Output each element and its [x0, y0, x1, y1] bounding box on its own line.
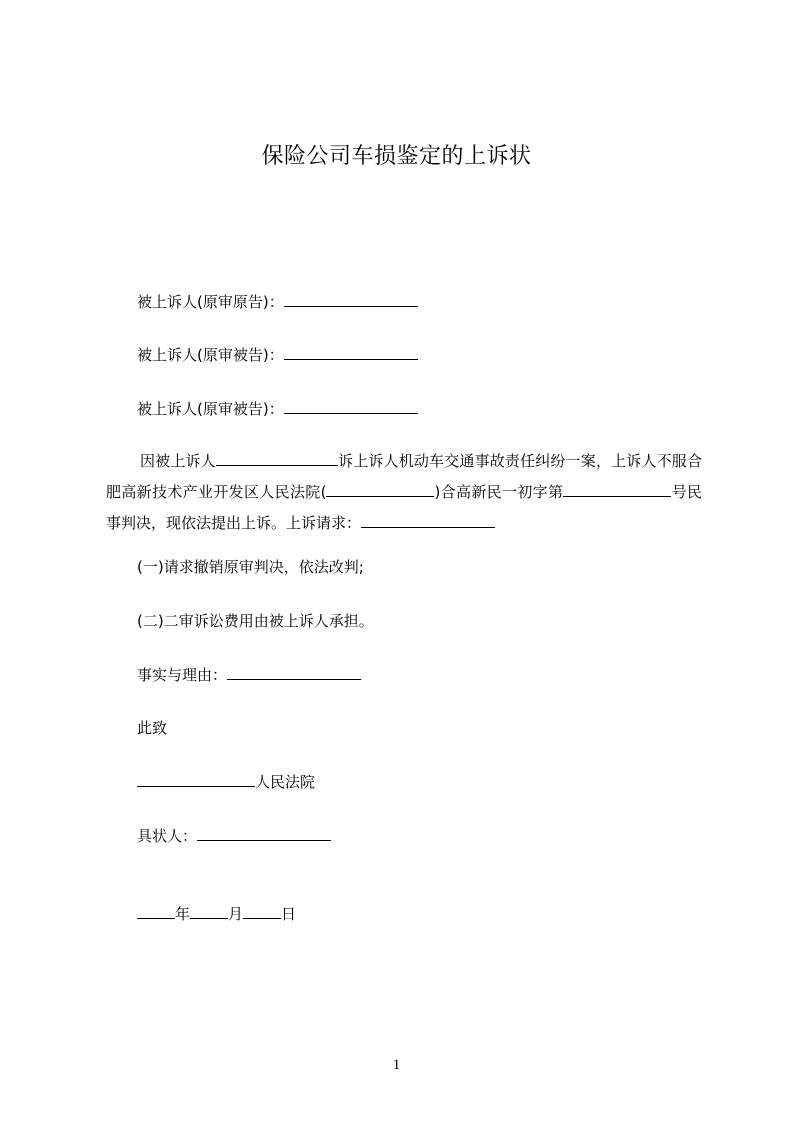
case-blank-number-a[interactable] [563, 482, 625, 497]
appellee-label-2: 被上诉人(原审被告)： [137, 346, 284, 364]
day-blank[interactable] [243, 904, 281, 919]
appellee-label-1: 被上诉人(原审原告)： [137, 293, 284, 311]
appellee-blank-1[interactable] [284, 292, 418, 307]
appellee-line-1 [137, 292, 418, 312]
signer-line [137, 826, 331, 846]
month-blank[interactable] [190, 904, 228, 919]
signer-blank[interactable] [197, 826, 331, 841]
court-blank[interactable] [137, 772, 255, 787]
case-blank-number-b[interactable] [625, 482, 671, 497]
page-number: 1 [392, 1057, 401, 1073]
request-1: (一)请求撤销原审判决，依法改判; [137, 558, 364, 576]
appellee-label-3: 被上诉人(原审被告)： [137, 400, 284, 418]
day-label: 日 [281, 905, 297, 923]
case-text-2: 诉上诉人机动车交通事故责任纠纷一案，上诉人不服合肥高新技术产业开发区人民法院( [106, 452, 702, 501]
salutation: 此致 [137, 719, 168, 737]
appellee-line-3 [137, 399, 418, 419]
year-blank[interactable] [137, 904, 175, 919]
court-suffix: 人民法院 [255, 773, 316, 791]
facts-blank[interactable] [227, 665, 361, 680]
appellee-blank-2[interactable] [284, 345, 418, 360]
case-text-3: )合高新民一初字第 [434, 483, 564, 501]
case-blank-appellee[interactable] [216, 451, 338, 466]
facts-line [137, 665, 361, 685]
year-label: 年 [175, 905, 191, 923]
month-label: 月 [228, 905, 244, 923]
case-blank-year[interactable] [326, 482, 434, 497]
case-text-4: 号民事判决，现依法提出上诉。上诉请求： [106, 483, 702, 532]
document-title: 保险公司车损鉴定的上诉状 [261, 144, 532, 169]
case-paragraph [106, 446, 702, 539]
case-text-1: 因被上诉人 [140, 452, 216, 470]
signer-label: 具状人： [137, 827, 198, 845]
appellee-blank-3[interactable] [284, 399, 418, 414]
case-blank-requests[interactable] [361, 513, 495, 528]
date-line [137, 904, 296, 924]
request-2: (二)二审诉讼费用由被上诉人承担。 [137, 612, 374, 630]
facts-label: 事实与理由： [137, 666, 228, 684]
court-line [137, 772, 315, 792]
appellee-line-2 [137, 345, 418, 365]
